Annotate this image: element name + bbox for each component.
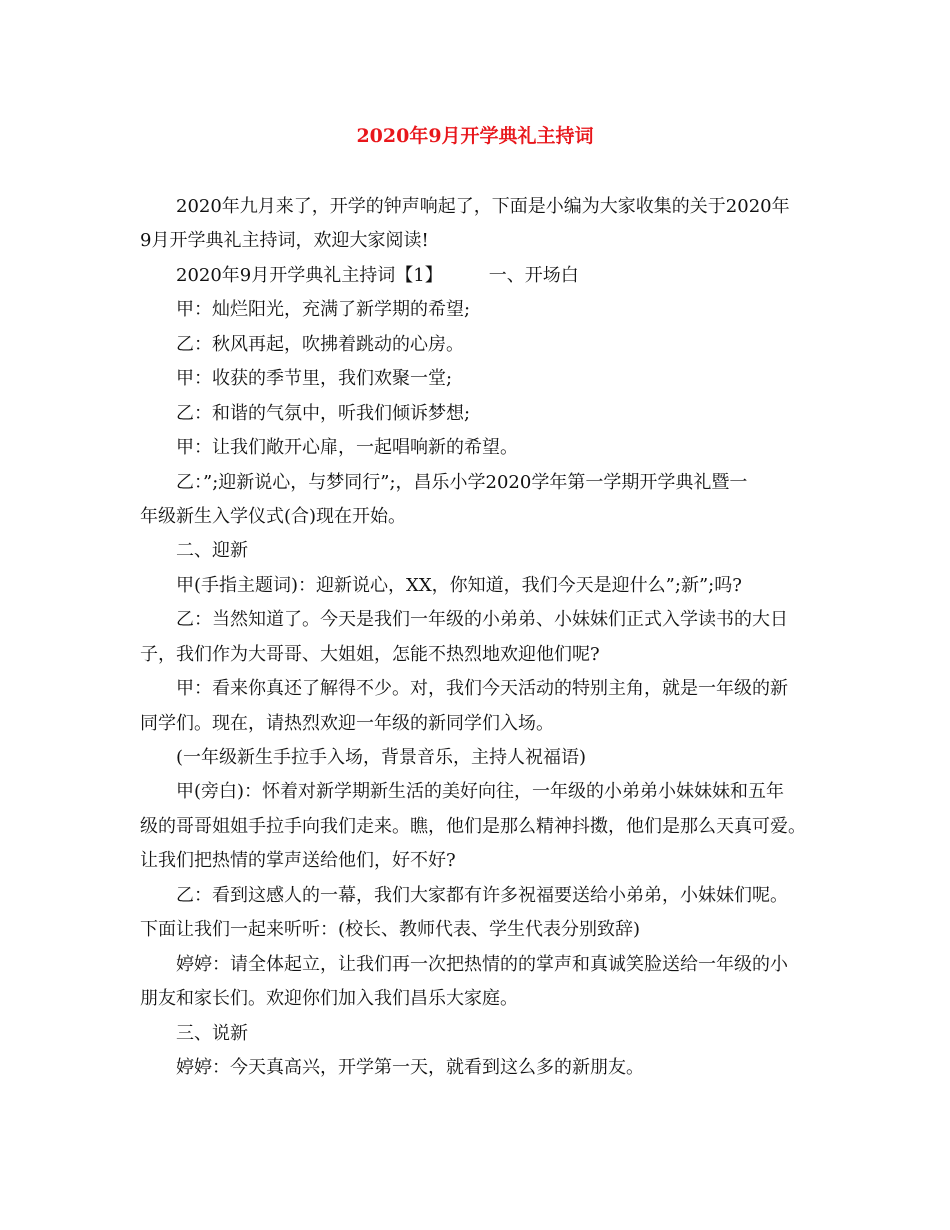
- paragraph-line: 甲(手指主题词)：迎新说心，XX，你知道，我们今天是迎什么”;新”;吗?: [176, 574, 742, 596]
- paragraph-line: 婷婷：今天真高兴，开学第一天，就看到这么多的新朋友。: [176, 1056, 644, 1078]
- paragraph-line: 婷婷：请全体起立，让我们再一次把热情的的掌声和真诚笑脸送给一年级的小: [176, 953, 788, 975]
- paragraph-line: 9月开学典礼主持词，欢迎大家阅读!: [140, 230, 429, 252]
- section-title: 2020年9月开学典礼主持词【1】: [176, 264, 443, 286]
- section-subtitle: 一、开场白: [488, 264, 579, 286]
- paragraph-line: 甲：看来你真还了解得不少。对，我们今天活动的特别主角，就是一年级的新: [176, 678, 788, 700]
- document-body: [140, 190, 820, 1085]
- section-heading-line: [140, 259, 820, 293]
- paragraph-line: 同学们。现在，请热烈欢迎一年级的新同学们入场。: [140, 712, 554, 734]
- document-title: 2020年9月开学典礼主持词: [356, 125, 594, 147]
- section-heading: 二、迎新: [176, 540, 248, 562]
- paragraph-line: 乙：秋风再起，吹拂着跳动的心房。: [176, 333, 464, 355]
- paragraph-line: 甲：灿烂阳光，充满了新学期的希望;: [176, 299, 471, 321]
- paragraph-line: 甲：收获的季节里，我们欢聚一堂;: [176, 368, 453, 390]
- paragraph-line: 2020年九月来了，开学的钟声响起了，下面是小编为大家收集的关于2020年: [176, 196, 790, 217]
- paragraph-line: 甲(旁白)：怀着对新学期新生活的美好向往，一年级的小弟弟小妹妹妹和五年: [176, 781, 785, 803]
- paragraph-line: 甲：让我们敞开心扉，一起唱响新的希望。: [176, 437, 518, 459]
- paragraph-line: 级的哥哥姐姐手拉手向我们走来。瞧，他们是那么精神抖擞，他们是那么天真可爱。: [140, 815, 806, 837]
- paragraph-line: 下面让我们一起来听听：(校长、教师代表、学生代表分别致辞): [140, 919, 641, 941]
- section-heading: 三、说新: [176, 1022, 248, 1044]
- paragraph-line: (一年级新生手拉手入场，背景音乐，主持人祝福语): [176, 747, 587, 768]
- paragraph-line: 年级新生入学仪式(合)现在开始。: [140, 505, 407, 527]
- paragraph-line: 乙：”;迎新说心，与梦同行”;，昌乐小学2020学年第一学期开学典礼暨一: [176, 471, 748, 493]
- paragraph-line: 朋友和家长们。欢迎你们加入我们昌乐大家庭。: [140, 988, 518, 1010]
- paragraph-line: 乙：和谐的气氛中，听我们倾诉梦想;: [176, 402, 471, 424]
- paragraph-line: 乙：当然知道了。今天是我们一年级的小弟弟、小妹妹们正式入学读书的大日: [176, 609, 788, 631]
- paragraph-line: 乙：看到这感人的一幕，我们大家都有许多祝福要送给小弟弟，小妹妹们呢。: [176, 884, 788, 906]
- paragraph-line: 让我们把热情的掌声送给他们，好不好?: [140, 850, 456, 872]
- paragraph-line: 子，我们作为大哥哥、大姐姐，怎能不热烈地欢迎他们呢?: [140, 643, 600, 665]
